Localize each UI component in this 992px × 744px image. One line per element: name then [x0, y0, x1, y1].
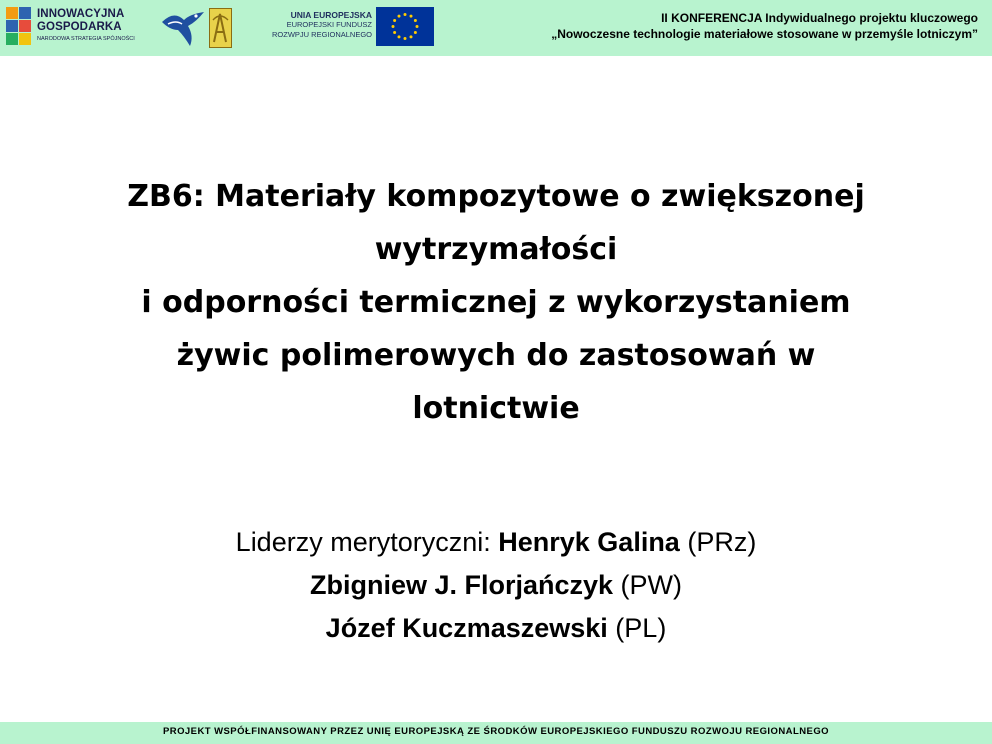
eu-star-icon [393, 31, 396, 34]
eu-line1: UNIA EUROPEJSKA [290, 10, 372, 20]
conference-line2: „Nowoczesne technologie materiałowe stosowane w przemyśle lotniczym” [551, 27, 978, 41]
leader-name: Zbigniew J. Florjańczyk [309, 570, 614, 600]
title-line: żywic polimerowych do zastosowań w [176, 338, 816, 373]
leader-row [40, 564, 952, 607]
leader-name: Józef Kuczmaszewski [325, 613, 608, 643]
title-line: wytrzymałości [374, 232, 618, 267]
innowacyjna-gospodarka-mark-icon [6, 7, 34, 45]
eu-star-icon [404, 13, 407, 16]
leaders-block [40, 521, 952, 650]
emblem-icon [209, 8, 232, 48]
eu-star-icon [398, 35, 401, 38]
leader-affiliation: (PRz) [679, 527, 757, 557]
footer-text: PROJEKT WSPÓŁFINANSOWANY PRZEZ UNIĘ EUROPEJSKĄ ZE ŚRODKÓW EUROPEJSKIEGO FUNDUSZU ROZWOJU REGIONALNEGO [163, 726, 829, 737]
ig-logo-line3: NARODOWA STRATEGIA SPÓJNOŚCI [37, 36, 135, 42]
footer-band [0, 722, 992, 744]
eu-star-icon [416, 25, 419, 28]
header-band [0, 0, 992, 56]
ig-logo-line1: INNOWACYJNA [37, 8, 125, 20]
title-line: lotnictwie [412, 391, 580, 426]
ig-logo-line2: GOSPODARKA [37, 21, 122, 33]
eu-star-icon [410, 35, 413, 38]
title-line: ZB6: Materiały kompozytowe o zwiększonej [127, 179, 865, 214]
title-line: i odporności termicznej z wykorzystaniem [141, 285, 851, 320]
conference-info [551, 10, 978, 42]
eu-line3: ROZWPJU REGIONALNEGO [271, 30, 372, 39]
eu-star-icon [393, 19, 396, 22]
eu-star-icon [398, 15, 401, 18]
eu-star-icon [414, 31, 417, 34]
eu-star-icon [410, 15, 413, 18]
leader-affiliation: (PW) [613, 570, 683, 600]
leader-row [40, 521, 952, 564]
leaders-prefix: Liderzy merytoryczni: [235, 527, 499, 557]
slide-title [40, 170, 952, 435]
eu-star-icon [404, 37, 407, 40]
leader-row [40, 607, 952, 650]
eu-star-icon [414, 19, 417, 22]
leader-name: Henryk Galina [498, 527, 680, 557]
eu-star-icon [392, 25, 395, 28]
eu-fund-text [244, 10, 372, 40]
leader-affiliation: (PL) [607, 613, 667, 643]
eu-line2: EUROPEJSKI FUNDUSZ [286, 20, 372, 29]
eu-flag-icon [376, 7, 434, 46]
conference-line1: II KONFERENCJA Indywidualnego projektu kluczowego [661, 11, 978, 25]
innowacyjna-gospodarka-logo [6, 5, 156, 49]
aviation-valley-bird-icon [160, 6, 206, 48]
